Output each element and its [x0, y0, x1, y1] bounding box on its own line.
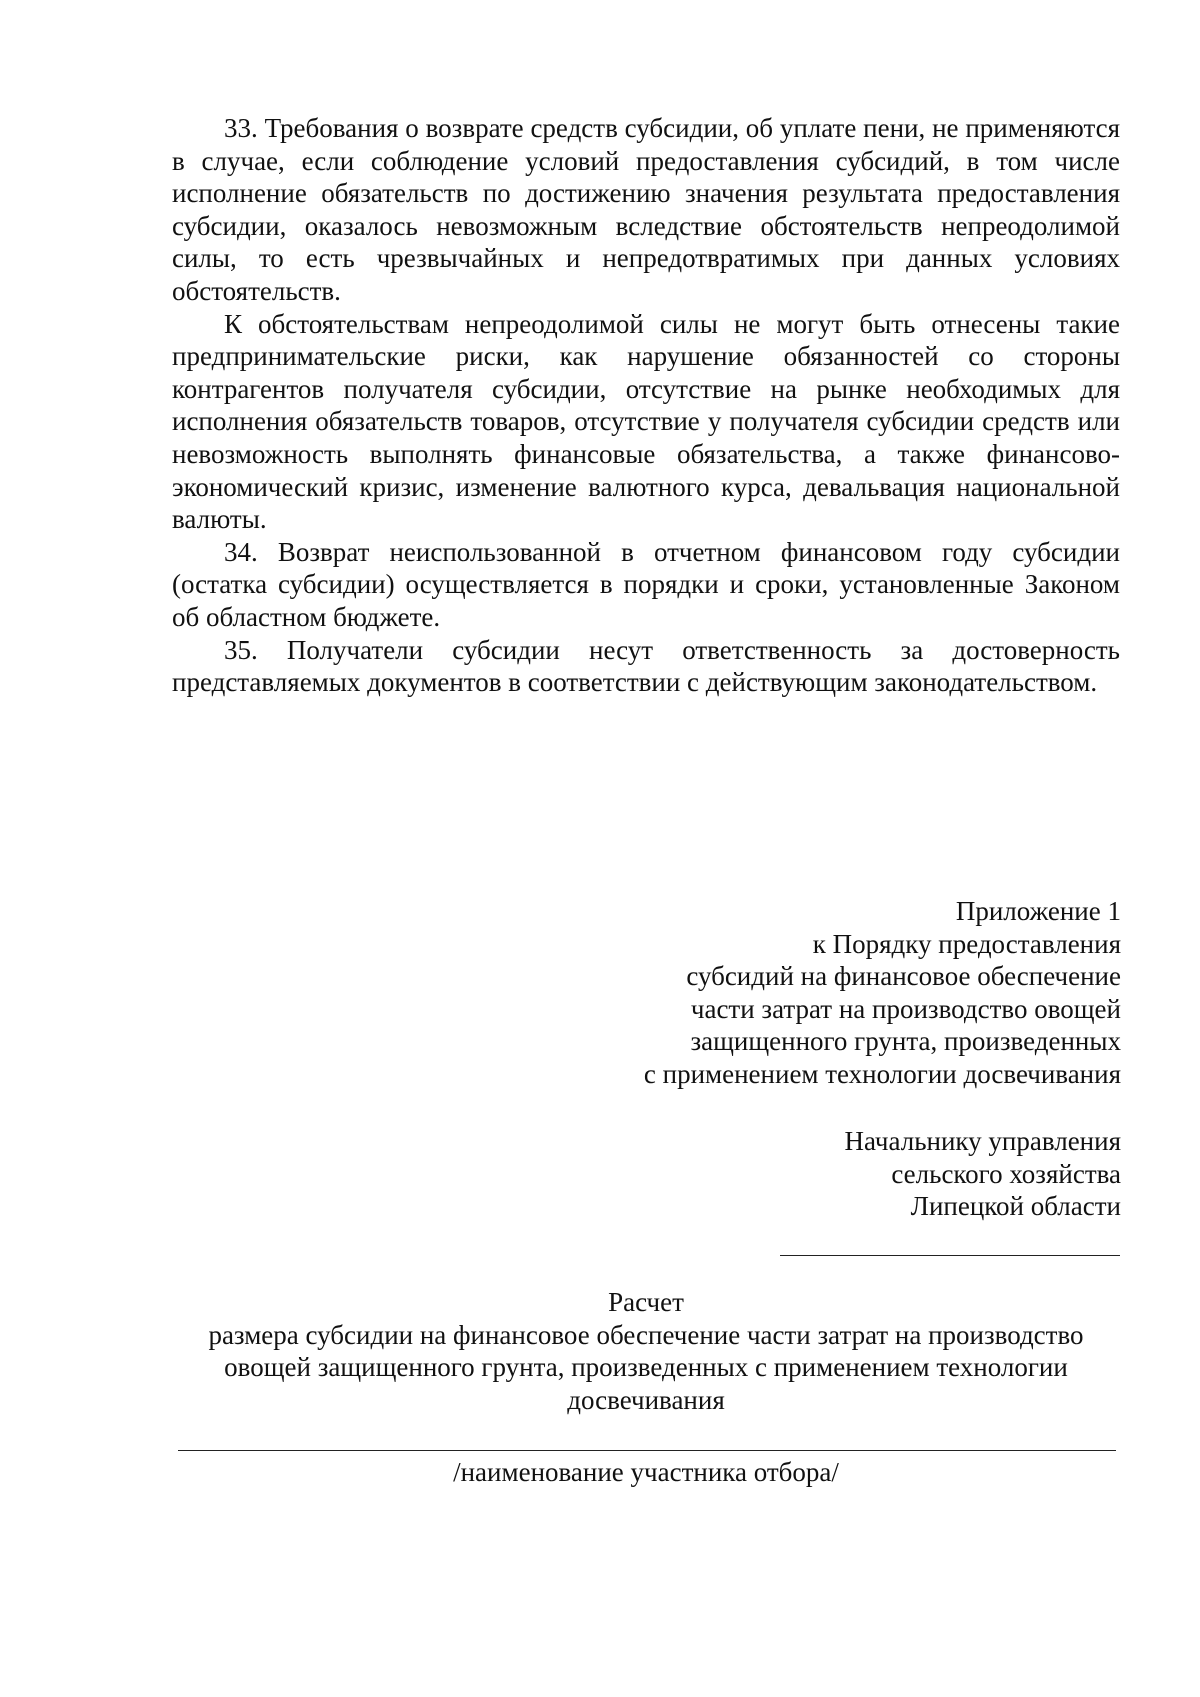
paragraph-force-majeure: К обстоятельствам непреодолимой силы не могут быть отнесены такие предпринимательские риски, как нарушение обязанностей со стороны контрагентов получателя субсидии, отсутствие на рынке необходимых для исполнения обязательств товаров, отсутствие у получателя субсидии средств или невозможность выполнять финансовые обязательства, а также финансово-экономический кризис, изменение валютного курса, девальвация национальной валюты. [172, 308, 1120, 535]
calculation-title: Расчет [608, 1287, 684, 1317]
addressee-line: сельского хозяйства [891, 1158, 1121, 1189]
calculation-subtitle-line: размера субсидии на финансовое обеспечение части затрат на производство [208, 1319, 1084, 1350]
calculation-heading [172, 1286, 1120, 1416]
appendix-title: Приложение 1 [955, 896, 1121, 926]
signature-blank-line [780, 1255, 1120, 1256]
calculation-subtitle-line: овощей защищенного грунта, произведенных с применением технологии [224, 1352, 1068, 1383]
paragraph-35: 35. Получатели субсидии несут ответственность за достоверность представляемых документов в соответствии с действующим законодательством. [172, 634, 1120, 698]
appendix-line: к Порядку предоставления [812, 928, 1121, 959]
appendix-line: защищенного грунта, произведенных [690, 1026, 1121, 1057]
addressee-line: Липецкой области [910, 1191, 1121, 1222]
paragraph-33: 33. Требования о возврате средств субсидии, об уплате пени, не применяются в случае, если соблюдение условий предоставления субсидий, в том числе исполнение обязательств по достижению значения результата предоставления субсидии, оказалось невозможным вследствие обстоятельств непреодолимой силы, то есть чрезвычайных и непредотвратимых при данных условиях обстоятельств. [172, 113, 1120, 306]
participant-name-blank-line [178, 1450, 1116, 1451]
appendix-line: с применением технологии досвечивания [643, 1058, 1121, 1089]
paragraph-34: 34. Возврат неиспользованной в отчетном финансовом году субсидии (остатка субсидии) осуществляется в порядки и сроки, установленные Законом об областном бюджете. [172, 536, 1120, 632]
addressee-block [621, 1125, 1121, 1223]
participant-name-caption: /наименование участника отбора/ [453, 1457, 839, 1487]
appendix-line: субсидий на финансовое обеспечение [686, 961, 1121, 992]
calculation-subtitle-line: досвечивания [567, 1384, 725, 1415]
appendix-header [481, 895, 1121, 1091]
appendix-line: части затрат на производство овощей [690, 993, 1121, 1024]
body-text [172, 112, 1120, 699]
addressee-line: Начальнику управления [844, 1126, 1121, 1156]
